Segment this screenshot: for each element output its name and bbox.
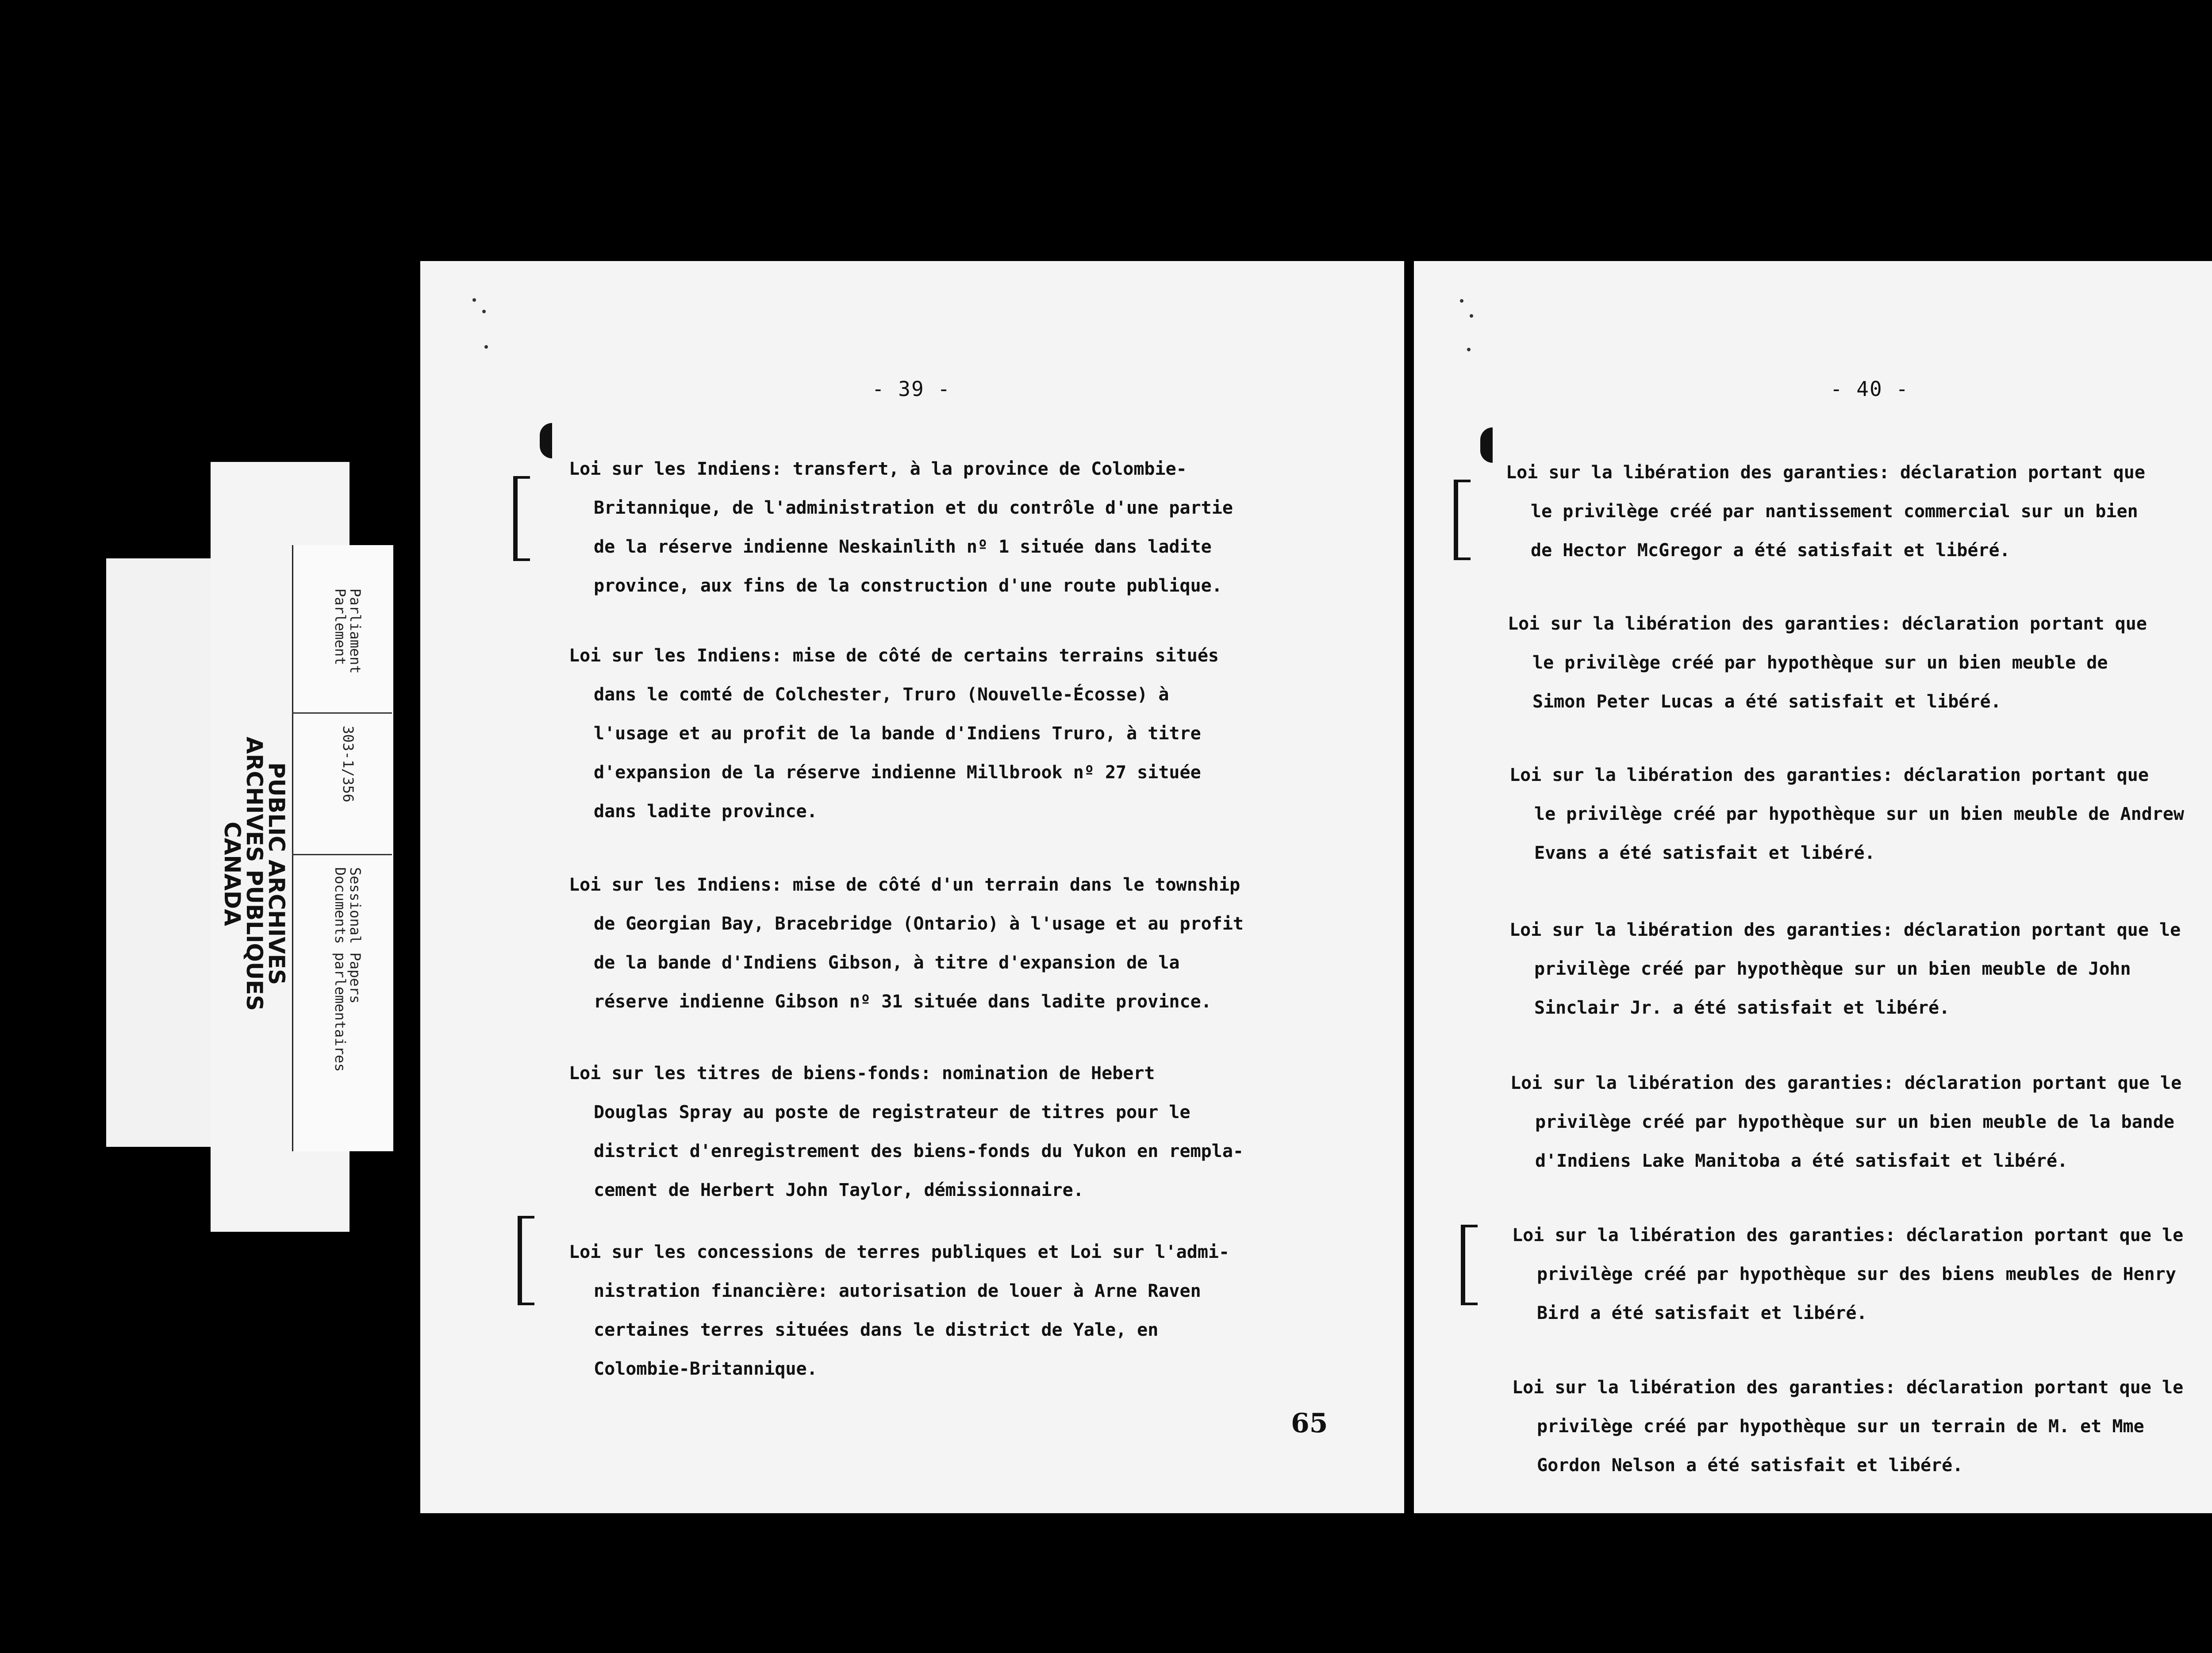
entry: Loi sur la libération des garanties: déclaration portant que le privilège créé par hypothèque sur un bien meuble de Simon Peter Lucas a été satisfait et libéré. <box>1508 614 2147 712</box>
margin-bracket <box>1461 1225 1478 1305</box>
margin-bracket <box>513 476 530 561</box>
parliament-label <box>333 588 363 674</box>
sessional-line: Sessional Papers <box>347 867 364 1004</box>
margin-bracket <box>1454 480 1471 560</box>
archives-line: ARCHIVES PUBLIQUES <box>242 737 267 1011</box>
sessional-label <box>333 867 363 1072</box>
margin-bracket <box>518 1216 534 1305</box>
entry: Loi sur la libération des garanties: déclaration portant que le privilège créé par hypothèque sur un bien meuble de la bande d'Indiens Lake Manitoba a été satisfait et libéré. <box>1510 1073 2182 1171</box>
speck <box>472 298 476 302</box>
entry: Loi sur la libération des garanties: déclaration portant que le privilège créé par nantissement commercial sur un bien de Hector McGregor a été satisfait et libéré. <box>1506 462 2145 561</box>
entry: Loi sur la libération des garanties: déclaration portant que le privilège créé par hypothèque sur un bien meuble de John Sinclair Jr. a été satisfait et libéré. <box>1509 920 2181 1018</box>
label-card-back <box>106 558 225 1147</box>
parliament-line: Parliament <box>347 588 364 674</box>
speck <box>484 345 488 349</box>
archives-stamp <box>221 730 288 1018</box>
speck <box>1470 314 1473 318</box>
entry: Loi sur les concessions de terres publiques et Loi sur l'admi- nistration financière: autorisation de louer à Arne Raven certaines terres situées dans le district de Yale, en Colombie-Britannique. <box>569 1242 1230 1379</box>
page-number: - 39 - <box>872 377 951 401</box>
sessional-line: Documents parlementaires <box>332 867 349 1072</box>
entry: Loi sur les titres de biens-fonds: nomination de Hebert Douglas Spray au poste de registrateur de titres pour le district d'enregistrement des biens-fonds du Yukon en rempla- cement de Herbert John Taylor, démissionnaire. <box>569 1063 1244 1200</box>
reference-number: 303-1/356 <box>340 726 357 803</box>
punch-mark <box>1480 427 1493 463</box>
entry: Loi sur la libération des garanties: déclaration portant que le privilège créé par hypothèque sur un terrain de M. et Mme Gordon Nelson a été satisfait et libéré. <box>1512 1377 2184 1476</box>
label-divider <box>292 712 392 714</box>
archives-line: PUBLIC ARCHIVES <box>264 762 289 985</box>
label-divider <box>292 854 392 855</box>
speck <box>1460 299 1463 303</box>
entry: Loi sur la libération des garanties: déclaration portant que le privilège créé par hypothèque sur des biens meubles de Henry Bird a été satisfait et libéré. <box>1512 1225 2184 1323</box>
page-number: - 40 - <box>1830 377 1909 401</box>
entry: Loi sur les Indiens: transfert, à la province de Colombie- Britannique, de l'administration et du contrôle d'une partie de la réserve indienne Neskainlith nº 1 située dans ladite province, aux fins de la construction d'une route publique. <box>569 459 1233 596</box>
entry: Loi sur la libération des garanties: déclaration portant que le privilège créé par hypothèque sur un bien meuble de Andrew Evans a été satisfait et libéré. <box>1509 765 2185 863</box>
entry: Loi sur les Indiens: mise de côté d'un terrain dans le township de Georgian Bay, Bracebridge (Ontario) à l'usage et au profit de la bande d'Indiens Gibson, à titre d'expansion de la réserve indienne Gibson nº 31 située dans ladite province. <box>569 875 1244 1012</box>
speck <box>482 310 486 313</box>
right-page <box>1414 261 2212 1513</box>
punch-mark <box>540 423 552 458</box>
folio-number: 65 <box>1291 1408 1328 1439</box>
left-page <box>420 261 1404 1513</box>
parliament-line: Parlement <box>332 588 349 665</box>
entry: Loi sur les Indiens: mise de côté de certains terrains situés dans le comté de Colchester, Truro (Nouvelle-Écosse) à l'usage et au profit de la bande d'Indiens Truro, à titre d'expansion de la réserve indienne Millbrook nº 27 située dans ladite province. <box>569 646 1219 822</box>
archives-line: CANADA <box>219 821 245 926</box>
speck <box>1467 348 1471 351</box>
